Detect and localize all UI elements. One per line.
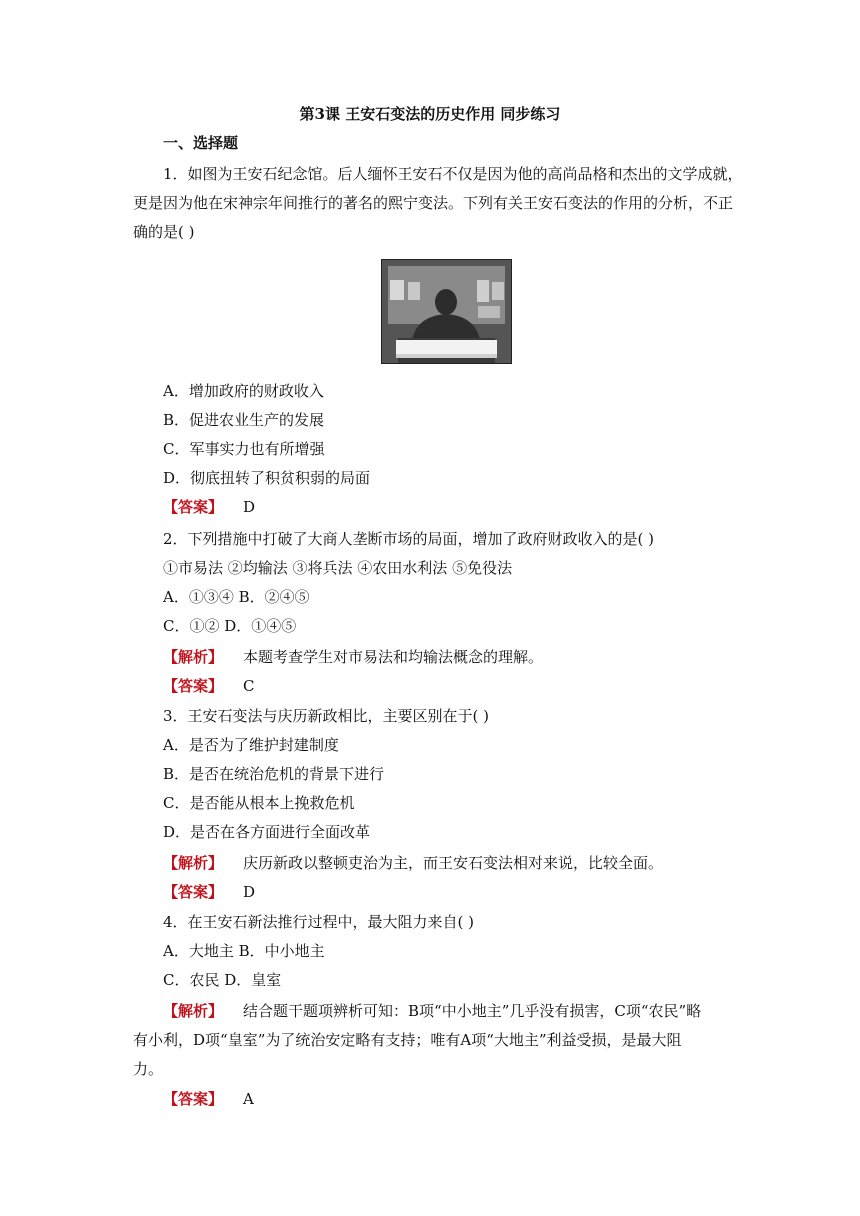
answer-tag: 【答案】	[163, 498, 224, 516]
q2-options-row-1: A．①③④ B．②④⑤	[163, 588, 310, 606]
q1-option-b: B．促进农业生产的发展	[163, 411, 325, 429]
q3-option-d: D．是否在各方面进行全面改革	[163, 823, 371, 841]
q3-option-c: C．是否能从根本上挽救危机	[163, 794, 355, 812]
analysis-tag: 【解析】	[163, 854, 224, 872]
q2-stem: 2．下列措施中打破了大商人垄断市场的局面，增加了政府财政收入的是( )	[163, 530, 655, 548]
q4-analysis-line-1	[163, 1001, 701, 1021]
q2-analysis	[163, 647, 543, 667]
section-heading: 一、选择题	[163, 134, 239, 152]
analysis-text: 庆历新政以整顿吏治为主，而王安石变法相对来说，比较全面。	[243, 854, 664, 872]
q1-stem-line-2: 更是因为他在宋神宗年间推行的著名的熙宁变法。下列有关王安石变法的作用的分析，不正	[133, 194, 734, 212]
q4-answer	[163, 1089, 254, 1109]
q2-items: ①市易法 ②均输法 ③将兵法 ④农田水利法 ⑤免役法	[163, 559, 513, 577]
q1-stem-line-1: 1．如图为王安石纪念馆。后人缅怀王安石不仅是因为他的高尚品格和杰出的文学成就，	[163, 165, 743, 183]
q4-stem: 4．在王安石新法推行过程中，最大阻力来自( )	[163, 913, 475, 931]
q3-option-a: A．是否为了维护封建制度	[163, 736, 339, 754]
q4-analysis-line-3: 力。	[133, 1060, 164, 1078]
q3-option-b: B．是否在统治危机的背景下进行	[163, 765, 385, 783]
page-title: 第3课 王安石变法的历史作用 同步练习	[299, 105, 561, 123]
q2-options-row-2: C．①② D．①④⑤	[163, 617, 297, 635]
answer-tag: 【答案】	[163, 677, 224, 695]
analysis-tag: 【解析】	[163, 648, 224, 666]
q1-option-c: C．军事实力也有所增强	[163, 440, 325, 458]
answer-tag: 【答案】	[163, 1090, 224, 1108]
answer-tag: 【答案】	[163, 883, 224, 901]
q3-stem: 3．王安石变法与庆历新政相比，主要区别在于( )	[163, 707, 490, 725]
q4-options-row-1: A．大地主 B．中小地主	[163, 942, 325, 960]
memorial-hall-photo	[381, 259, 512, 364]
answer-value: A	[243, 1090, 254, 1108]
q3-analysis	[163, 853, 663, 873]
q4-options-row-2: C．农民 D．皇室	[163, 971, 282, 989]
analysis-text: 结合题干题项辨析可知：B项“中小地主”几乎没有损害，C项“农民”略	[243, 1002, 702, 1020]
analysis-text: 本题考查学生对市易法和均输法概念的理解。	[243, 648, 544, 666]
answer-value: D	[243, 498, 256, 516]
answer-value: C	[243, 677, 255, 695]
q1-option-a: A．增加政府的财政收入	[163, 382, 324, 400]
q2-answer	[163, 676, 255, 696]
q3-answer	[163, 882, 255, 902]
q1-answer	[163, 497, 255, 517]
analysis-tag: 【解析】	[163, 1002, 224, 1020]
answer-value: D	[243, 883, 256, 901]
q1-stem-line-3: 确的是( )	[133, 223, 195, 241]
q4-analysis-line-2: 有小利，D项“皇室”为了统治安定略有支持；唯有A项“大地主”利益受损，是最大阻	[133, 1031, 682, 1049]
q1-option-d: D．彻底扭转了积贫积弱的局面	[163, 469, 371, 487]
